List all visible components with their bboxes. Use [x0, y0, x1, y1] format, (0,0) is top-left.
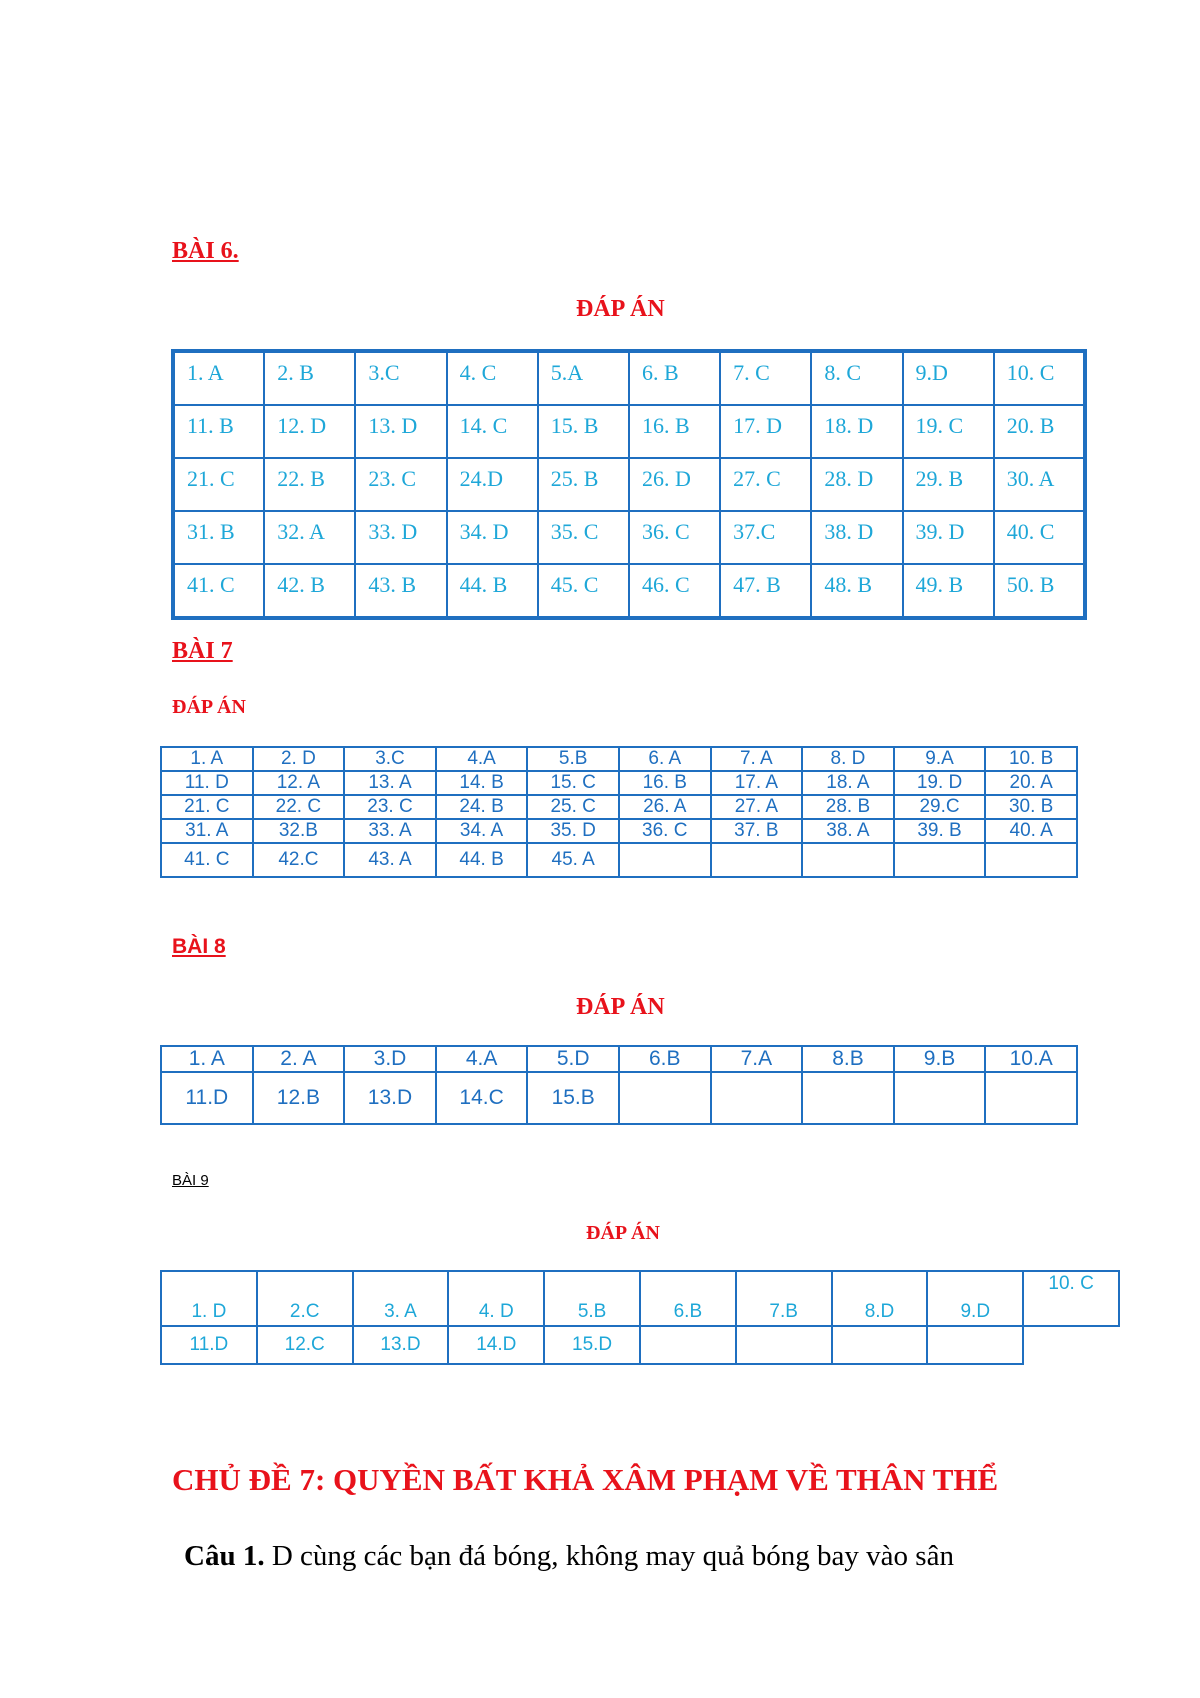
answer-cell: 10.A: [985, 1046, 1077, 1072]
answer-cell: 20. A: [985, 771, 1077, 795]
answer-cell: 22. B: [264, 458, 355, 511]
answer-cell: 42. B: [264, 564, 355, 618]
answer-cell: [619, 843, 711, 877]
bai6-row: [173, 458, 1085, 511]
bai7-heading: BÀI 7: [172, 638, 233, 664]
answer-cell: 27. A: [711, 795, 803, 819]
answer-cell: 40. C: [994, 511, 1085, 564]
answer-cell: 16. B: [629, 405, 720, 458]
answer-cell: 45. C: [538, 564, 629, 618]
answer-cell: 26. D: [629, 458, 720, 511]
answer-cell: [736, 1326, 832, 1364]
answer-cell: 9.B: [894, 1046, 986, 1072]
answer-cell: 36. C: [629, 511, 720, 564]
bai8-heading: BÀI 8: [172, 935, 226, 958]
answer-cell: 1. D: [161, 1271, 257, 1326]
answer-cell: 2. D: [253, 747, 345, 771]
answer-cell: 17. D: [720, 405, 811, 458]
bai6-answer-title: ĐÁP ÁN: [576, 296, 665, 322]
answer-cell: 17. A: [711, 771, 803, 795]
bai6-row: [173, 511, 1085, 564]
answer-cell: 15. B: [538, 405, 629, 458]
answer-cell: 13. A: [344, 771, 436, 795]
bai7-answer-table: [160, 746, 1078, 878]
answer-cell: 38. D: [811, 511, 902, 564]
answer-cell: 45. A: [527, 843, 619, 877]
answer-cell: 6. B: [629, 351, 720, 405]
answer-cell: 14. B: [436, 771, 528, 795]
bai7-answer-title: ĐÁP ÁN: [172, 696, 246, 718]
answer-cell: 18. A: [802, 771, 894, 795]
answer-cell: 12. A: [253, 771, 345, 795]
answer-cell: 30. B: [985, 795, 1077, 819]
answer-cell: 14. C: [447, 405, 538, 458]
answer-cell: 10. C: [994, 351, 1085, 405]
answer-cell: 39. D: [903, 511, 994, 564]
answer-cell: 15.D: [544, 1326, 640, 1364]
answer-cell: 11. D: [161, 771, 253, 795]
answer-cell: 25. C: [527, 795, 619, 819]
answer-cell: 6.B: [619, 1046, 711, 1072]
answer-cell: 40. A: [985, 819, 1077, 843]
answer-cell: 3.C: [355, 351, 446, 405]
answer-cell: 16. B: [619, 771, 711, 795]
answer-cell: 1. A: [161, 747, 253, 771]
answer-cell: 39. B: [894, 819, 986, 843]
bai7-row: [161, 819, 1077, 843]
answer-cell: 23. C: [344, 795, 436, 819]
answer-cell: 1. A: [173, 351, 264, 405]
answer-cell: 25. B: [538, 458, 629, 511]
answer-cell: 2. B: [264, 351, 355, 405]
answer-cell: [985, 843, 1077, 877]
answer-cell: 8. D: [802, 747, 894, 771]
answer-cell: 2. A: [253, 1046, 345, 1072]
answer-cell: 27. C: [720, 458, 811, 511]
bai6-heading: BÀI 6.: [172, 238, 239, 264]
answer-cell: 4. C: [447, 351, 538, 405]
answer-cell: 43. A: [344, 843, 436, 877]
bai9-heading: BÀI 9: [172, 1172, 209, 1189]
bai8-answer-title: ĐÁP ÁN: [576, 994, 665, 1020]
bai6-row: [173, 564, 1085, 618]
answer-cell: 28. D: [811, 458, 902, 511]
answer-cell: 42.C: [253, 843, 345, 877]
answer-cell: 37.C: [720, 511, 811, 564]
answer-cell: 44. B: [436, 843, 528, 877]
answer-cell: 44. B: [447, 564, 538, 618]
answer-cell: 8. C: [811, 351, 902, 405]
answer-cell: [802, 843, 894, 877]
answer-cell: 5.B: [544, 1271, 640, 1326]
answer-cell: 14.D: [448, 1326, 544, 1364]
answer-cell: 38. A: [802, 819, 894, 843]
answer-cell: [1023, 1326, 1119, 1364]
answer-cell: 43. B: [355, 564, 446, 618]
bai7-row: [161, 843, 1077, 877]
answer-cell: 46. C: [629, 564, 720, 618]
answer-cell: 13.D: [353, 1326, 449, 1364]
answer-cell: 31. B: [173, 511, 264, 564]
answer-cell: 29.C: [894, 795, 986, 819]
answer-cell: 13. D: [355, 405, 446, 458]
answer-cell: 23. C: [355, 458, 446, 511]
answer-cell: 7. C: [720, 351, 811, 405]
answer-cell: 4.A: [436, 1046, 528, 1072]
bai7-row: [161, 747, 1077, 771]
answer-cell: 5.B: [527, 747, 619, 771]
answer-cell: 26. A: [619, 795, 711, 819]
answer-cell: 15.B: [527, 1072, 619, 1124]
answer-cell: 21. C: [161, 795, 253, 819]
answer-cell: [894, 843, 986, 877]
answer-cell: 3.D: [344, 1046, 436, 1072]
bai6-answer-table: [171, 349, 1087, 620]
answer-cell: [927, 1326, 1023, 1364]
answer-cell: 7.A: [711, 1046, 803, 1072]
answer-cell: 12.C: [257, 1326, 353, 1364]
answer-cell: 41. C: [161, 843, 253, 877]
answer-cell: [619, 1072, 711, 1124]
answer-cell: 35. D: [527, 819, 619, 843]
answer-cell: 6.B: [640, 1271, 736, 1326]
answer-cell: [985, 1072, 1077, 1124]
answer-cell: 19. C: [903, 405, 994, 458]
answer-cell: 37. B: [711, 819, 803, 843]
bai7-row: [161, 795, 1077, 819]
answer-cell: 48. B: [811, 564, 902, 618]
answer-cell: 34. A: [436, 819, 528, 843]
bai6-row: [173, 351, 1085, 405]
answer-cell: 47. B: [720, 564, 811, 618]
answer-cell: 29. B: [903, 458, 994, 511]
answer-cell: 12.B: [253, 1072, 345, 1124]
answer-cell: 3. A: [353, 1271, 449, 1326]
answer-cell: 36. C: [619, 819, 711, 843]
answer-cell: 5.D: [527, 1046, 619, 1072]
answer-cell: 10. B: [985, 747, 1077, 771]
answer-cell: 7.B: [736, 1271, 832, 1326]
answer-cell: [894, 1072, 986, 1124]
answer-cell: 33. A: [344, 819, 436, 843]
answer-cell: 35. C: [538, 511, 629, 564]
answer-cell: 31. A: [161, 819, 253, 843]
answer-cell: 22. C: [253, 795, 345, 819]
bai9-row: [161, 1271, 1119, 1326]
answer-cell: [802, 1072, 894, 1124]
topic-title: CHỦ ĐỀ 7: QUYỀN BẤT KHẢ XÂM PHẠM VỀ THÂN THỂ: [172, 1462, 999, 1497]
answer-cell: 41. C: [173, 564, 264, 618]
answer-cell: 24.D: [447, 458, 538, 511]
answer-cell: 32. A: [264, 511, 355, 564]
answer-cell: 15. C: [527, 771, 619, 795]
answer-cell: 24. B: [436, 795, 528, 819]
answer-cell: 10. C: [1023, 1271, 1119, 1326]
question-text: D cùng các bạn đá bóng, không may quả bóng bay vào sân: [264, 1540, 954, 1572]
question-label: Câu 1.: [184, 1540, 265, 1572]
bai7-row: [161, 771, 1077, 795]
answer-cell: 8.D: [832, 1271, 928, 1326]
answer-cell: [711, 1072, 803, 1124]
answer-cell: 12. D: [264, 405, 355, 458]
bai9-row: [161, 1326, 1119, 1364]
answer-cell: 9.D: [927, 1271, 1023, 1326]
bai8-row: [161, 1046, 1077, 1072]
answer-cell: 6. A: [619, 747, 711, 771]
answer-cell: 50. B: [994, 564, 1085, 618]
answer-cell: [640, 1326, 736, 1364]
answer-cell: 4.A: [436, 747, 528, 771]
answer-cell: 7. A: [711, 747, 803, 771]
answer-cell: 18. D: [811, 405, 902, 458]
answer-cell: 13.D: [344, 1072, 436, 1124]
answer-cell: 33. D: [355, 511, 446, 564]
answer-cell: 2.C: [257, 1271, 353, 1326]
answer-cell: [711, 843, 803, 877]
bai6-row: [173, 405, 1085, 458]
bai8-answer-table: [160, 1045, 1078, 1125]
answer-cell: 8.B: [802, 1046, 894, 1072]
answer-cell: 34. D: [447, 511, 538, 564]
answer-cell: 9.A: [894, 747, 986, 771]
answer-cell: 28. B: [802, 795, 894, 819]
bai8-row: [161, 1072, 1077, 1124]
question-1: [184, 1540, 954, 1573]
answer-cell: 3.C: [344, 747, 436, 771]
answer-cell: 21. C: [173, 458, 264, 511]
bai9-answer-table: [160, 1270, 1120, 1365]
answer-cell: 11.D: [161, 1326, 257, 1364]
answer-cell: [832, 1326, 928, 1364]
answer-cell: 4. D: [448, 1271, 544, 1326]
answer-cell: 11. B: [173, 405, 264, 458]
answer-cell: 14.C: [436, 1072, 528, 1124]
answer-cell: 11.D: [161, 1072, 253, 1124]
bai9-answer-title: ĐÁP ÁN: [586, 1222, 660, 1244]
answer-cell: 1. A: [161, 1046, 253, 1072]
answer-cell: 30. A: [994, 458, 1085, 511]
answer-cell: 19. D: [894, 771, 986, 795]
answer-cell: 9.D: [903, 351, 994, 405]
answer-cell: 5.A: [538, 351, 629, 405]
answer-cell: 32.B: [253, 819, 345, 843]
answer-cell: 20. B: [994, 405, 1085, 458]
answer-cell: 49. B: [903, 564, 994, 618]
